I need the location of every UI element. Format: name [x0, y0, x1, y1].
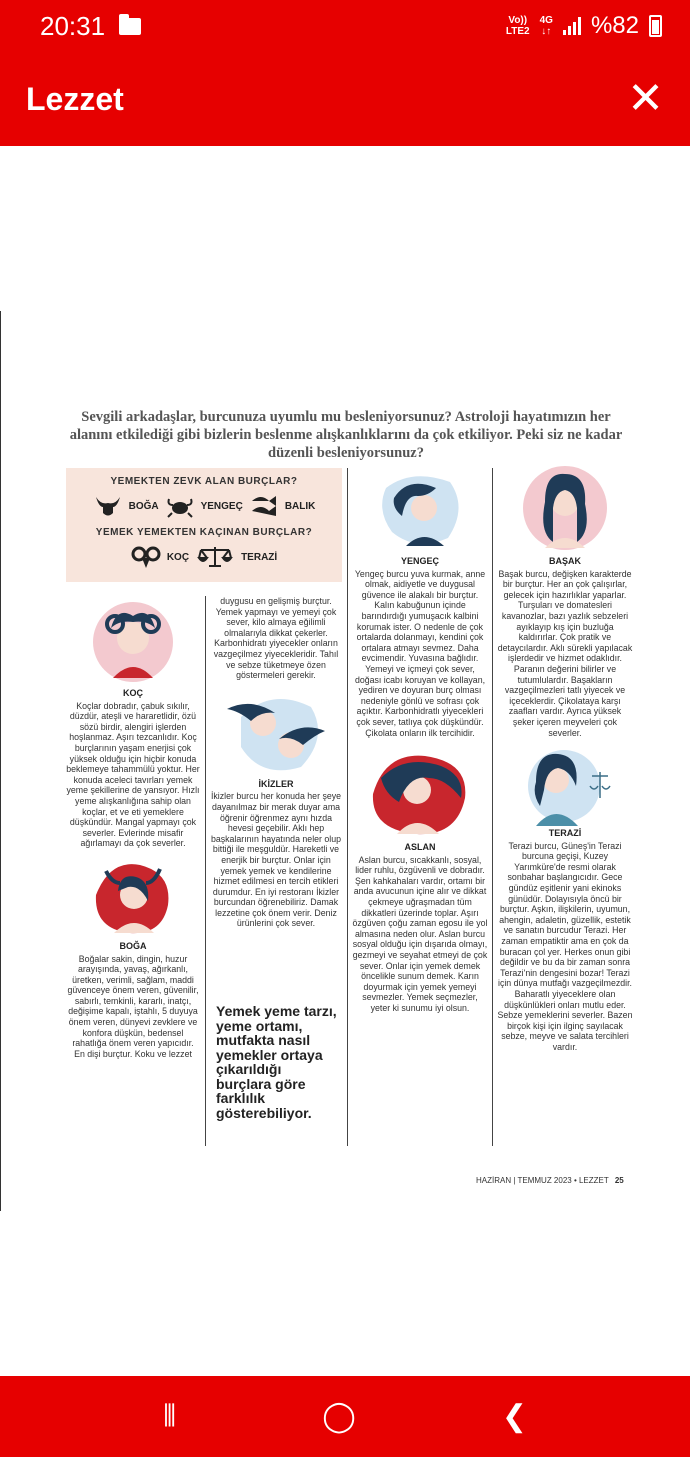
status-bar — [0, 0, 690, 52]
terazi-text: Terazi burcu, Güneş'in Terazi burcuna geçişi, Kuzey Yarımküre'de resmi olarak sonbahar başlangıcıdır. Gece gündüz eşitlenir yani ekinoks günüdür. Dolayısıyla öncü bir burçtur. Aşkın, ilişkilerin, uyumun, ahengin, adaletin, güzellik, estetik ve sanatın burcudur Terazi. Her zaman empatiktir ama en çok da buracan çol yer. Herkes onun gibi değildir ve bu da bir zaman sonra Terazi'nin dengesini bozar! Terazi için dünya mutfağı vazgeçilmezdir. Baharatlı yiyeceklere olan düşkünlükleri onları mutlu eder. Sebze yemeklerini severler. Bazen birçok kişi için ilginç sayılacak sebze, meyve ve salata tercihleri vardır. — [497, 840, 633, 1052]
app-title: Lezzet — [26, 80, 124, 117]
column-divider — [205, 596, 206, 1146]
page-footer — [476, 1176, 624, 1185]
terazi-illustration — [510, 746, 620, 826]
zodiac-summary-box — [66, 468, 342, 582]
column-1 — [66, 598, 200, 1059]
ikizler-text: İkizler burcu her konuda her şeye dayanılmaz bir merak duyar ama öğrenir öğrenmez aynı hızda hevesi geçebilir. Aklı hep başkalarının hayatında neler olup bittiği ile meşguldür. Hareketli ve enerjik bir burçtur. Onlar için yemek yemek ve kendilerine hizmet edilmesi en tercih etikleri durumdur. En iyi restoranı İkizler burcundan öğrenebiliriz. Damak lezzetine çok önem verir. Deniz ürünlerini çok sever. — [210, 791, 342, 929]
yengec-illustration — [372, 468, 468, 554]
basak-text: Başak burcu, değişken karakterde bir burçtur. Her an çok çalışırlar, gelecek için hazırlıklar yaparlar. Turşuları ve domatesleri kavanozlar, bazı yazlık sebzeleri ayıklayıp kış için buzluğa kaldırırlar. Çok pratik ve detaycılardır. Aklı sürekli yapılacak işlerdedir ve hizmet odaklıdır. Paranın değerini bilirler ve tutumlulardır. Başakların vazgeçilmezleri tatlı yiyecek ve içeceklerdir. Çikolataya karşı zaafları vardır. Ayrıca yüksek şeker içeren meyveleri çok severler. — [497, 568, 633, 738]
page-edge — [0, 311, 1, 1211]
page-number: 25 — [614, 1176, 624, 1185]
ram-icon — [131, 544, 161, 570]
network-indicator: 4G ↓↑ — [539, 15, 553, 37]
box-heading-2: YEMEK YEMEKTEN KAÇINAN BURÇLAR? — [95, 527, 313, 538]
box-sign-terazi: TERAZİ — [241, 551, 278, 563]
column-2 — [210, 596, 342, 929]
basak-title: BAŞAK — [548, 556, 581, 566]
aslan-title: ASLAN — [404, 842, 436, 853]
back-icon[interactable]: ❮ — [501, 1400, 527, 1433]
aslan-text: Aslan burcu, sıcakkanlı, sosyal, lider ruhlu, özgüvenli ve dobradır. Şen kahkahaları vardır, ortamı bir anda avucunun içine alır ve dikkat çekmeye uğraşmadan tüm dikkatleri üzerinde toplar. Aşırı özgüven çoğu zaman egosu ile yol almasına neden olur. Aslan burcu sosyal olduğu için dışarıda olmayı, gezmeyi ve seyahat etmeyi de çok sever. Onlar için yemek demek öncelikle sunum demek. Karın doyurmak için yemek yemeyi sevmezler. Yemek seçmezler, yeter ki sunumu iyi olsun. — [352, 854, 488, 1013]
box-signs-row-2 — [66, 544, 342, 570]
koc-text: Koçlar dobradır, çabuk sıkılır, düzdür, ateşli ve hararetlidir, özü sözü birdir, alengiri işlerden hoşlanmaz. Aşırı tezcanlıdır. Koç burçlarının yaşam enerjisi çok yüksek olduğu için hiçbir konuda beklemeye tahammülü yoktur. Her konuda aceleci tavırları yemek yeme şekillerine de yansıyor. Hızlı yeme alışkanlığına sahip olan koçlar, et ve eti yemeklere düşkündür. Mangal yapmayı çok severler. Evlerinde misafir ağırlamayı da çok severler. — [66, 700, 200, 849]
recents-icon[interactable]: ⦀ — [163, 1399, 177, 1433]
column-divider — [347, 468, 348, 1146]
status-time: 20:31 — [40, 10, 106, 41]
scales-icon — [195, 544, 235, 570]
folder-icon — [119, 18, 141, 35]
column-4 — [497, 462, 633, 1053]
yengec-title: YENGEÇ — [400, 556, 439, 566]
column-3 — [352, 468, 488, 1014]
terazi-title: TERAZİ — [548, 828, 582, 839]
article-intro: Sevgili arkadaşlar, burcunuza uyumlu mu besleniyorsunuz? Astroloji hayatımızın her alanını etkilediği gibi bizlerin beslenme alışkanlıklarını da çok etkiliyor. Peki siz ne kadar düzenli besleniyorsunuz? — [69, 409, 623, 461]
close-icon[interactable]: ✕ — [627, 74, 664, 123]
box-sign-yengec: YENGEÇ — [200, 500, 243, 512]
ikizler-title: İKİZLER — [258, 778, 294, 789]
box-sign-boga: BOĞA — [128, 500, 159, 512]
battery-icon — [649, 15, 662, 37]
footer-text: HAZİRAN | TEMMUZ 2023 • LEZZET — [476, 1176, 609, 1185]
box-sign-balik: BALIK — [284, 500, 316, 512]
basak-illustration — [515, 462, 615, 554]
boga-text: Boğalar sakin, dingin, huzur arayışında, yavaş, ağırkanlı, üretken, verimli, sağlam, maddi güvenceye önem veren, güvenilir, sabırlı, temkinli, kararlı, inatçı, değişime kapalı, iştahlı, 5 duyuya önem veren, dünyevi zevklere ve konfora düşkün, bedensel rahatlığa önem veren yapıcıdır. En dişi burçtur. Koku ve lezzet — [67, 953, 199, 1059]
boga-title: BOĞA — [119, 940, 147, 951]
box-sign-koc: KOÇ — [166, 551, 190, 563]
signal-icon — [563, 17, 581, 35]
koc-title: KOÇ — [123, 688, 143, 698]
yengec-text: Yengeç burcu yuva kurmak, anne olmak, aidiyetle ve duygusal güvence ile alakalı bir burçtur. Kalın kabuğunun içinde barındırdığı yumuşacık kalbini korumak ister. O nedenle de çok ortalarda dolanmayı, kendini çok ortalara atmayı sevmez. Daha evcimendir. Yuvasına bağlıdır. Yemeyi ve içmeyi çok sever, doğası icabı koruyan ve kollayan, yediren ve doyuran burç olması nedeniyle gönlü ve sofrası çok açıktır. Karbonhidratlı yiyecekleri çok sever, tatlıya çok düşkündür. Çikolata onların ilk tercihidir. — [354, 568, 486, 738]
home-icon[interactable]: ◯ — [322, 1400, 356, 1433]
app-bar — [0, 52, 690, 146]
magazine-page — [0, 146, 690, 1376]
column-divider — [492, 468, 493, 1146]
volte-indicator: Vo)) LTE2 — [505, 15, 530, 37]
bull-icon — [93, 493, 123, 519]
pull-quote: Yemek yeme tarzı, yeme ortamı, mutfakta nasıl yemekler ortaya çıkarıldığı burçlara göre farklılık gösterebiliyor. — [216, 1003, 337, 1121]
box-signs-row-1 — [66, 493, 342, 519]
battery-percent: %82 — [590, 12, 639, 39]
fish-icon — [249, 493, 279, 519]
boga-text-continued: duygusu en gelişmiş burçtur. Yemek yapmayı ve yemeyi çok sever, kilo almaya eğilimli olmalarıyla dikkat çekerler. Karbonhidratı yiyecekler onların vazgeçilmez yiyecekleridir. Tahıl ve sebze tüketmeye özen göstermeleri gerekir. — [213, 596, 339, 681]
navigation-bar — [0, 1376, 690, 1457]
koc-illustration — [89, 598, 177, 686]
crab-icon — [165, 493, 195, 519]
box-heading-1: YEMEKTEN ZEVK ALAN BURÇLAR? — [110, 476, 298, 487]
ikizler-illustration — [221, 687, 331, 777]
aslan-illustration — [365, 748, 475, 840]
boga-illustration — [90, 855, 176, 939]
